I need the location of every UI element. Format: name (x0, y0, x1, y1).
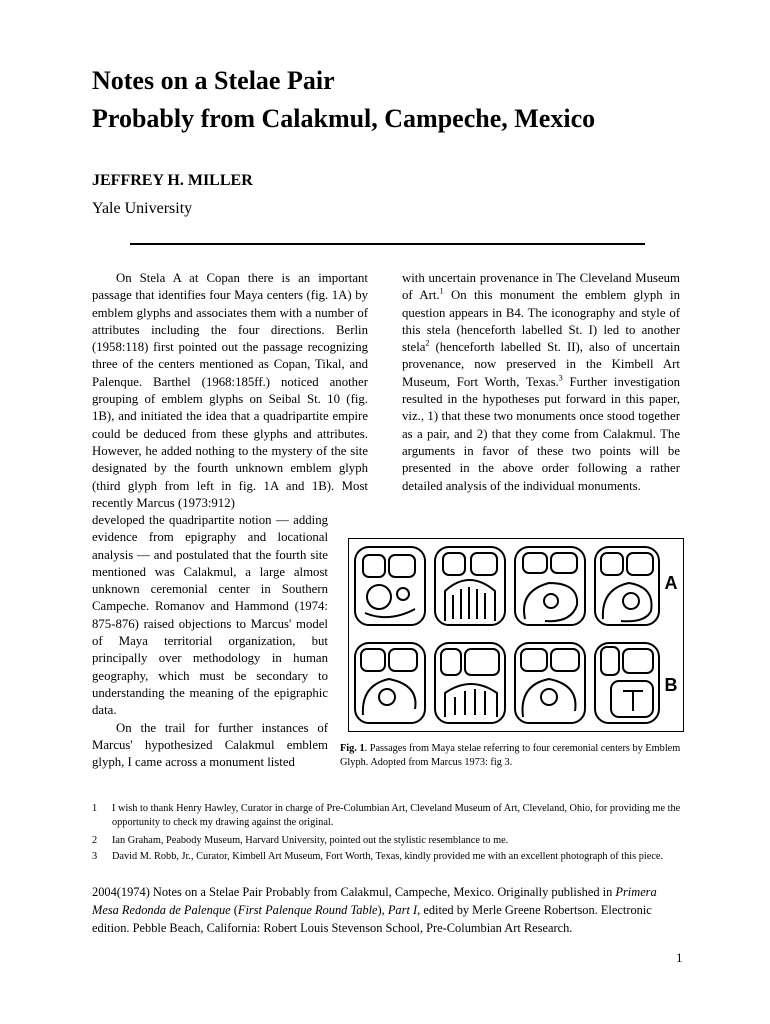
glyph-b3-icon (515, 643, 585, 723)
page-number: 1 (676, 950, 683, 965)
glyph-a1-icon (355, 547, 425, 625)
citation-text-3: ), (377, 903, 388, 917)
footnote-ref-1[interactable]: 1 (439, 287, 444, 297)
paragraph-2-text-b: On this monument the emblem glyph in question appears in B4. The iconography and style of this stela (henceforth labelled St. I) led to another stela (402, 288, 681, 355)
paragraph-2-text-c: (henceforth labelled St. II), also of uncertain provenance, now preserved in the Kimbell Art Museum, Fort Worth, Texas. (402, 340, 680, 389)
footnote-ref-2[interactable]: 2 (425, 338, 430, 348)
citation-italic-2: First Palenque Round Table (237, 903, 378, 917)
paragraph-1: On Stela A at Copan there is an important passage that identifies four Maya centers (fig. 1A) by emblem glyphs and associates them with a number of attributes including the four directions. Berlin (1958:118) first pointed out the passage recognizing three of the centers mentioned as Copan, Tikal, and Palenque. Barthel (1968:185ff.) noticed another grouping of emblem glyphs on Seibal St. 10 (fig. 1B), and initiated the idea that a quadripartite empire could be deduced from these glyphs and attributes. However, he added nothing to the mystery of the site designated by the fourth unknown emblem glyph (third glyph from left in fig. 1A and 1B). Most recently Marcus (1973:912) (92, 271, 368, 510)
row-label-b: B (664, 675, 678, 695)
body-column-left-narrow (92, 512, 328, 771)
footnote-ref-3[interactable]: 3 (558, 373, 563, 383)
author-name: JEFFREY H. MILLER (92, 172, 253, 189)
body-column-right (402, 270, 680, 495)
glyph-drawings (349, 539, 683, 731)
row-label-a: A (664, 573, 678, 593)
paragraph-2-text-a: with uncertain provenance in The Cleveland Museum of Art. (402, 271, 680, 303)
paragraph-1-continued: developed the quadripartite notion — adding evidence from epigraphy and locational analysis — and postulated that the fourth site mentioned was Calakmul, a large almost unknown ceremonial center in Southern Campeche. Romanov and Hammond (1974: 875-876) raised objections to Marcus' model of Maya territorial organization, but principally over methodology in human geography, which must be secondary to understanding the meaning of the epigraphic data. (92, 513, 328, 718)
figure-caption-text: . Passages from Maya stelae referring to four ceremonial centers by Emblem Glyph. Adopted from Marcus 1973: fig 3. (340, 743, 681, 768)
glyph-b1-icon (355, 643, 425, 723)
figure-caption-label: Fig. 1 (340, 743, 365, 754)
glyph-b4-icon (595, 643, 659, 723)
footnote-3-number: 3 (92, 851, 98, 862)
citation-italic-1: Primera Mesa Redonda de Palenque (92, 885, 657, 917)
footnote-3-text: David M. Robb, Jr., Curator, Kimbell Art Museum, Fort Worth, Texas, kindly provided me with an excellent photograph of this piece. (112, 851, 664, 862)
figure-1-glyph-panel (348, 538, 684, 732)
glyph-b2-icon (435, 643, 505, 723)
paragraph-2-continued (402, 270, 680, 495)
citation-text-4: , edited by Merle Greene Robertson. Electronic edition. Pebble Beach, California: Robert Louis Stevenson School, Pre-Columbian Art Research. (92, 903, 652, 935)
citation-italic-3: Part I (387, 903, 418, 917)
paragraph-2-text-d: Further investigation resulted in the hypotheses put forward in this paper, viz., 1) that these two monuments once stood together as a pair, and 2) that they come from Calakmul. The arguments in favor of these two points will be presented in the above order following a rather detailed analysis of the individual monuments. (402, 374, 680, 493)
glyph-a3-icon (515, 547, 585, 625)
footnote-2-number: 2 (92, 835, 98, 846)
header-divider (130, 243, 645, 245)
title-line-2: Probably from Calakmul, Campeche, Mexico (92, 104, 596, 133)
paragraph-2: On the trail for further instances of Marcus' hypothesized Calakmul emblem glyph, I came across a monument listed (92, 720, 328, 770)
glyph-a4-icon (595, 547, 659, 625)
glyph-a2-icon (435, 547, 505, 625)
citation-text-2: ( (230, 903, 238, 917)
citation-note (92, 883, 682, 937)
figure-caption (340, 742, 685, 770)
footnote-1-number: 1 (92, 803, 98, 814)
footnote-1-text: I wish to thank Henry Hawley, Curator in charge of Pre-Columbian Art, Cleveland Museum of Art, Cleveland, Ohio, for providing me the opportunity to check my drawing against the original. (112, 803, 681, 828)
citation-text-1: 2004(1974) Notes on a Stelae Pair Probably from Calakmul, Campeche, Mexico. Originally published in (92, 885, 616, 899)
footnote-2-text: Ian Graham, Peabody Museum, Harvard University, pointed out the stylistic resemblance to me. (112, 835, 509, 846)
author-affiliation: Yale University (92, 200, 193, 217)
body-column-left (92, 270, 368, 512)
title-line-1: Notes on a Stelae Pair (92, 66, 335, 95)
